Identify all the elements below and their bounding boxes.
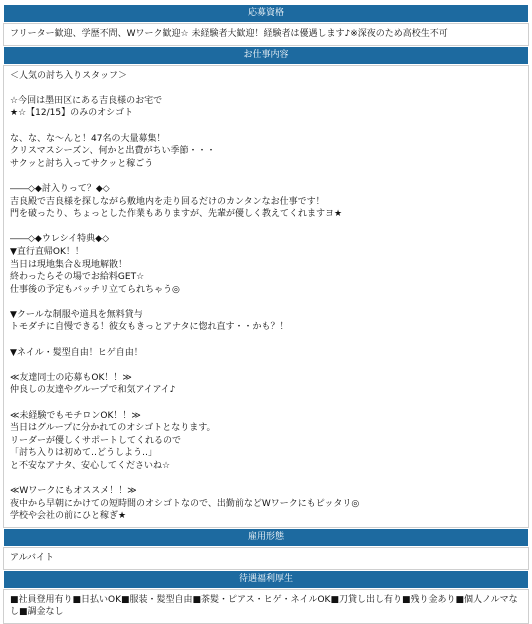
employment-type-body: アルバイト (3, 547, 529, 570)
job-description-line: ――◇◆ウレシイ特典◆◇ (10, 234, 110, 245)
job-description-line: ▼ネイル・髪型自由！ヒゲ自由！ (10, 347, 143, 358)
blank-line (10, 221, 522, 234)
job-description-line: と不安なアナタ、安心してくださいね☆ (10, 461, 171, 471)
job-description-line: ▼直行直帰OK！！ (10, 246, 84, 257)
blank-line (10, 397, 522, 410)
job-description-line: ☆今回は墨田区にある吉良様のお宅で (10, 95, 163, 106)
blank-line (10, 359, 522, 372)
job-description-line: ★☆【12/15】のみのオシゴト (10, 108, 134, 119)
job-description-line: 仲良しの友達やグループで和気アイアイ♪ (10, 385, 176, 396)
blank-line (10, 170, 522, 183)
qualification-body: フリーター歓迎、学歴不問、Wワーク歓迎☆ 未経験者大歓迎！経験者は優遇します♪※深夜のため高校生不可 (3, 23, 529, 46)
job-description-line: 終わったらその場でお給料GET☆ (10, 272, 145, 283)
job-description-line: リーダーが優しくサポートしてくれるので (10, 435, 182, 446)
employment-type-header: 雇用形態 (3, 528, 529, 547)
blank-line (10, 120, 522, 133)
job-description-line: ――◇◆討入りって？◆◇ (10, 183, 110, 194)
job-description-line: サクッと討ち入ってサクッと稼ごう (10, 158, 154, 169)
job-description-line: 門を破ったり、ちょっとした作業もありますが、先輩が優しく教えてくれますヨ★ (10, 209, 343, 220)
blank-line (10, 473, 522, 486)
blank-line (10, 296, 522, 309)
job-description-line: ≪未経験でもモチロンOK！！≫ (10, 410, 141, 421)
job-posting (3, 0, 529, 624)
welfare-body: ■社員登用有り■日払いOK■服装・髪型自由■茶髪・ピアス・ヒゲ・ネイルOK■刀貸し出し有り■残り金あり■個人ノルマなし■調金なし (3, 589, 529, 624)
job-description-line: 仕事後の予定もバッチリ立てられちゃう◎ (10, 284, 180, 295)
job-description-line: ≪Wワークにもオススメ！！≫ (10, 486, 137, 497)
job-description-line: な、な、な〜んと！47名の大量募集！ (10, 133, 166, 144)
job-description-line: 学校や会社の前にひと稼ぎ★ (10, 511, 127, 522)
job-description-line: ▼クールな制服や道具を無料貸与 (10, 309, 143, 320)
qualification-header: 応募資格 (3, 4, 529, 23)
job-description-line: 夜中から早朝にかけての短時間のオシゴトなので、出勤前などWワークにもピッタリ◎ (10, 498, 360, 509)
job-description-header: お仕事内容 (3, 46, 529, 65)
job-description-line: 吉良殿で吉良様を探しながら敷地内を走り回るだけのカンタンなお仕事です！ (10, 196, 325, 207)
job-description-line: ≪友達同士の応募もOK！！≫ (10, 372, 132, 383)
job-description-line: 当日は現地集合＆現地解散！ (10, 259, 128, 270)
job-description-line: ＜人気の討ち入りスタッフ＞ (10, 70, 128, 81)
blank-line (10, 82, 522, 95)
job-description-body (3, 65, 529, 528)
blank-line (10, 334, 522, 347)
job-description-line: 当日はグループに分かれてのオシゴトとなります。 (10, 423, 216, 434)
welfare-header: 待遇福利厚生 (3, 570, 529, 589)
job-description-line: 「討ち入りは初めて‥どうしよう‥」 (10, 448, 158, 459)
job-description-line: クリスマスシーズン、何かと出費がちい季節・・・ (10, 146, 216, 157)
job-description-line: トモダチに自慢できる！彼女もきっとアナタに惚れ直す・・かも？！ (10, 322, 289, 333)
